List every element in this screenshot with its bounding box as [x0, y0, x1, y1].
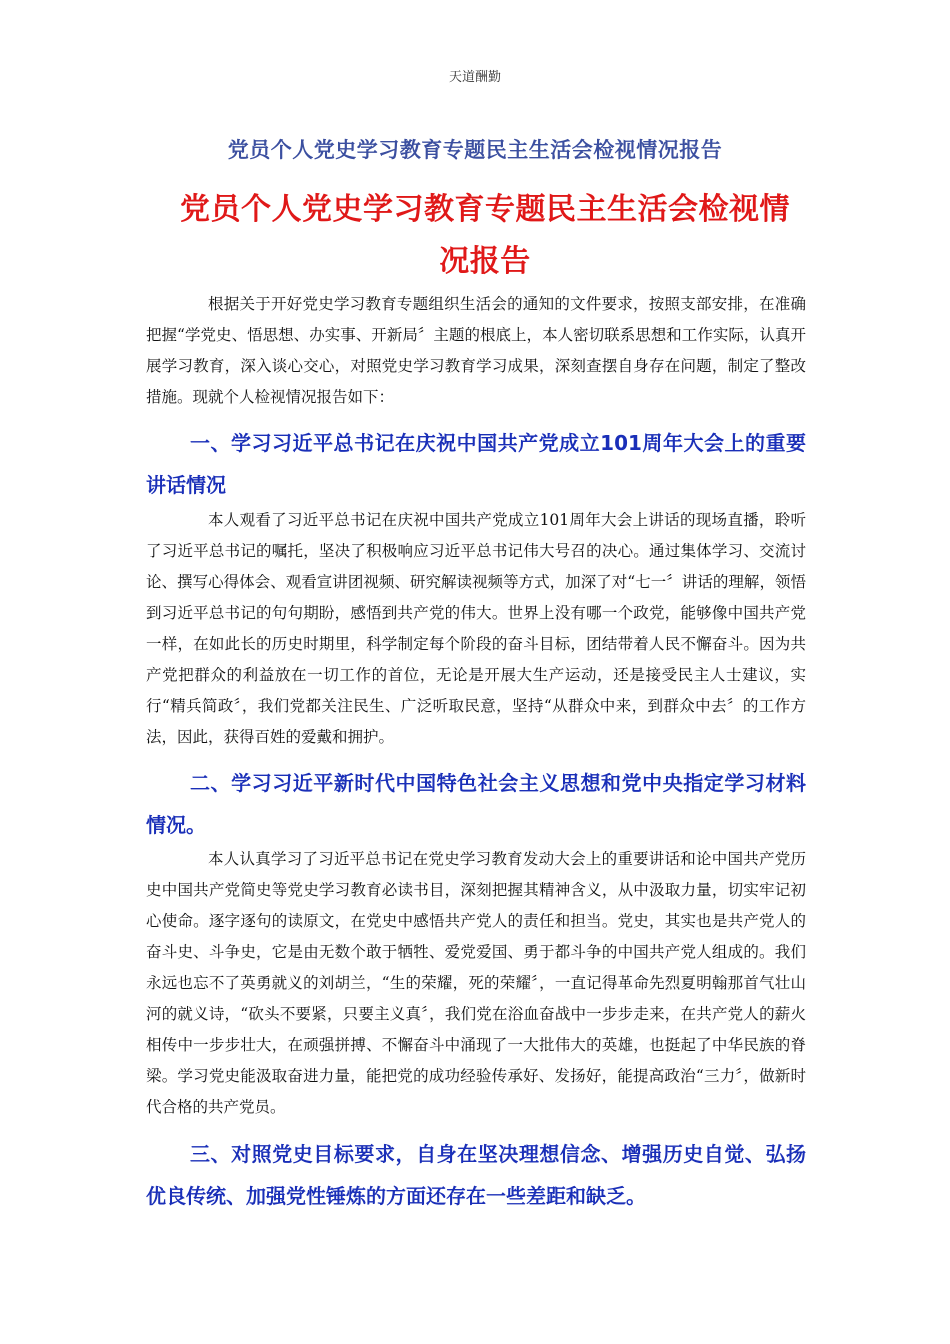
- document-subtitle: 党员个人党史学习教育专题民主生活会检视情况报告: [227, 138, 723, 162]
- section-1: [146, 422, 806, 506]
- document-title: 党员个人党史学习教育专题民主生活会检视情况报告: [180, 192, 790, 279]
- section-1-paragraph: 本人观看了习近平总书记在庆祝中国共产党成立101周年大会上讲话的现场直播，聆听了习近平总书记的嘱托，坚决了积极响应习近平总书记伟大号召的决心。通过集体学习、交流讨论、撰写心得体会、观看宣讲团视频、研究解读视频等方式，加深了对“七一〞讲话的理解，领悟到习近平总书记的句句期盼，感悟到共产党的伟大。世界上没有哪一个政党，能够像中国共产党一样，在如此长的历史时期里，科学制定每个阶段的奋斗目标，团结带着人民不懈奋斗。因为共产党把群众的利益放在一切工作的首位，无论是开展大生产运动，还是接受民主人士建议，实行“精兵简政〞，我们党都关注民生、广泛听取民意，坚持“从群众中来，到群众中去〞的工作方法，因此，获得百姓的爱戴和拥护。: [146, 511, 806, 746]
- section-2: [146, 762, 806, 846]
- header-note: 天道酬勤: [448, 70, 501, 85]
- section-2-body: [146, 844, 806, 1123]
- section-1-heading: 一、学习习近平总书记在庆祝中国共产党成立101周年大会上的重要讲话情况: [146, 431, 806, 497]
- section-1-body: [146, 505, 806, 753]
- intro-paragraph: 根据关于开好党史学习教育专题组织生活会的通知的文件要求，按照支部安排，在准确把握“学党史、悟思想、办实事、开新局〞主题的根底上，本人密切联系思想和工作实际，认真开展学习教育，深入谈心交心，对照党史学习教育学习成果，深刻查摆自身存在问题，制定了整改措施。现就个人检视情况报告如下：: [146, 295, 806, 406]
- section-2-heading: 二、学习习近平新时代中国特色社会主义思想和党中央指定学习材料情况。: [146, 771, 806, 837]
- section-3-heading: 三、对照党史目标要求，自身在坚决理想信念、增强历史自觉、弘扬优良传统、加强党性锤炼的方面还存在一些差距和缺乏。: [146, 1142, 806, 1208]
- section-2-paragraph: 本人认真学习了习近平总书记在党史学习教育发动大会上的重要讲话和论中国共产党历史中国共产党简史等党史学习教育必读书目，深刻把握其精神含义，从中汲取力量，切实牢记初心使命。逐字逐句的读原文，在党史中感悟共产党人的责任和担当。党史，其实也是共产党人的奋斗史、斗争史，它是由无数个敢于牺牲、爱党爱国、勇于都斗争的中国共产党人组成的。我们永远也忘不了英勇就义的刘胡兰，“生的荣耀，死的荣耀〞，一直记得革命先烈夏明翰那首气壮山河的就义诗，“砍头不要紧，只要主义真〞，我们党在浴血奋战中一步步走来，在共产党人的薪火相传中一步步壮大，在顽强拼搏、不懈奋斗中涌现了一大批伟大的英雄，也挺起了中华民族的脊梁。学习党史能汲取奋进力量，能把党的成功经验传承好、发扬好，能提高政治“三力〞，做新时代合格的共产党员。: [146, 850, 806, 1116]
- intro-block: [146, 289, 806, 413]
- section-3: [146, 1133, 806, 1217]
